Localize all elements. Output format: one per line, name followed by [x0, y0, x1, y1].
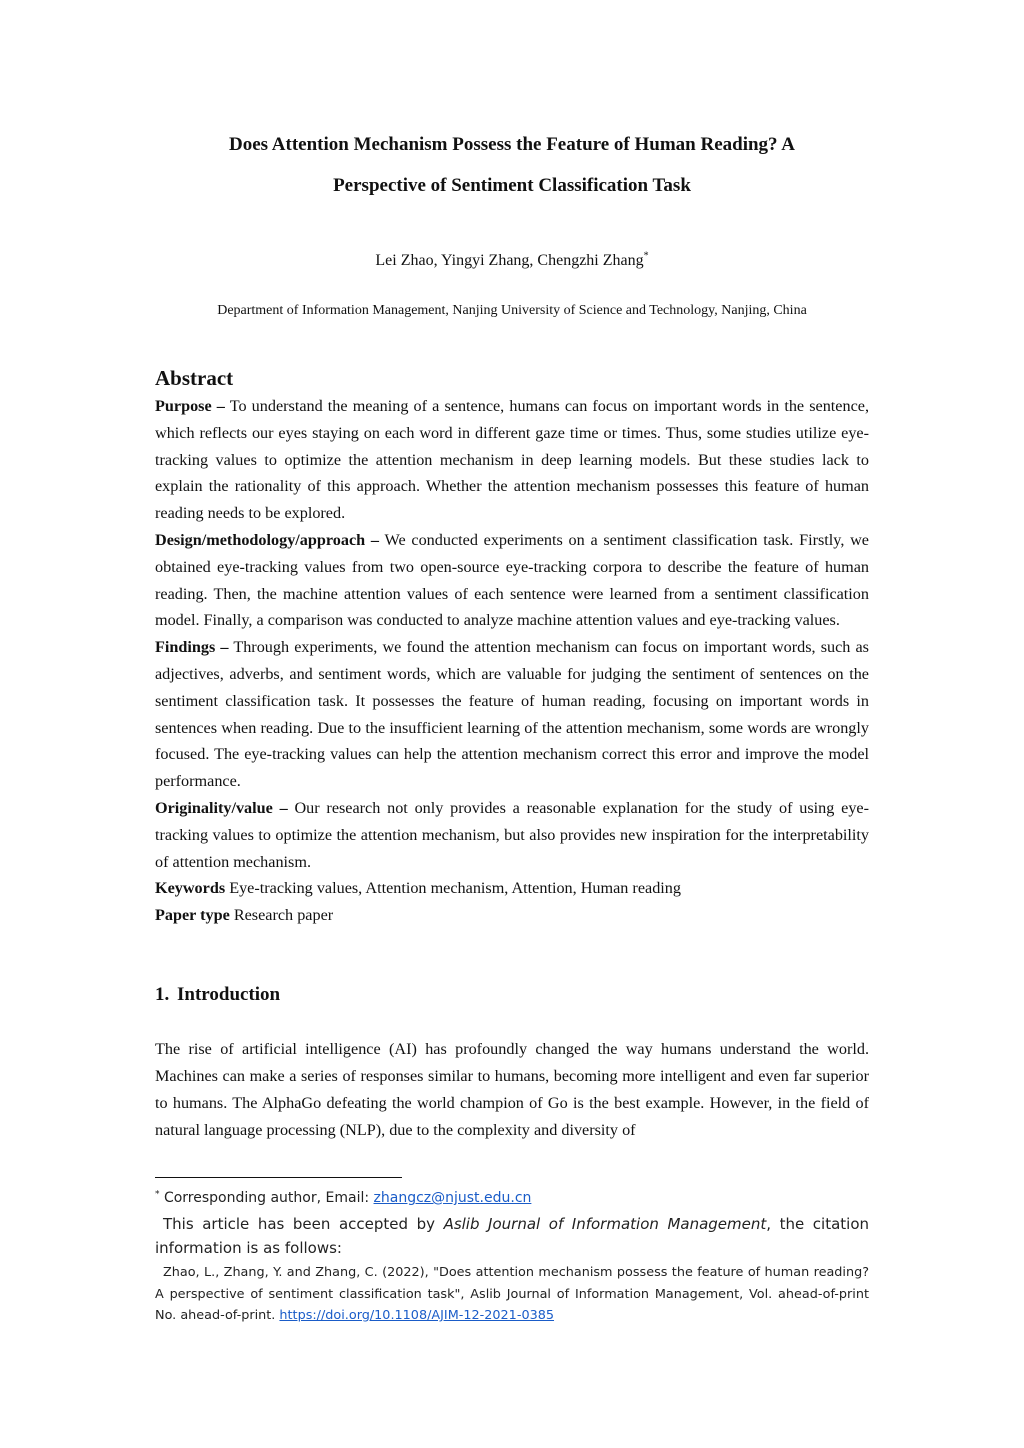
abstract-body: [155, 393, 869, 929]
introduction-paragraph: The rise of artificial intelligence (AI) has profoundly changed the way humans understand the world. Machines can make a series of responses similar to humans, becoming more intelligent and even far superior to humans. The AlphaGo defeating the world champion of Go is the best example. However, in the field of natural language processing (NLP), due to the complexity and diversity of: [155, 1040, 869, 1139]
findings-text: Through experiments, we found the attention mechanism can focus on important words, such as adjectives, adverbs, and sentiment words, which are valuable for judging the sentiment of sentences on the sentiment classification task. It possesses the feature of human reading, focusing on important words in sentences when reading. Due to the insufficient learning of the attention mechanism, some words are wrongly focused. The eye-tracking values can help the attention mechanism correct this error and improve the model performance.: [155, 638, 869, 791]
affiliation: Department of Information Management, Nanjing University of Science and Technology, Nanjing, China: [217, 303, 807, 318]
accepted-suffix: , the citation information is as follows:: [155, 1215, 869, 1257]
email-link[interactable]: zhangcz@njust.edu.cn: [373, 1190, 532, 1206]
accepted-prefix: This article has been accepted by: [163, 1215, 444, 1233]
originality-text: Our research not only provides a reasonable explanation for the study of using eye-tracking values to optimize the attention mechanism, but also provides new inspiration for the interpretability of attention mechanism.: [155, 798, 869, 871]
corresponding-author-mark: *: [643, 250, 649, 262]
abstract-keywords: [155, 875, 869, 902]
paper-type-label: Paper type: [155, 906, 230, 925]
originality-label: Originality/value –: [155, 798, 288, 817]
keywords-label: Keywords: [155, 879, 226, 898]
findings-label: Findings –: [155, 638, 229, 657]
abstract-originality: [155, 795, 869, 875]
abstract-findings: [155, 634, 869, 795]
footnote-acceptance: [155, 1212, 869, 1260]
footnote-citation: [155, 1262, 869, 1327]
author-names: Lei Zhao, Yingyi Zhang, Chengzhi Zhang: [375, 252, 644, 269]
purpose-text: To understand the meaning of a sentence, humans can focus on important words in the sentence, which reflects our eyes staying on each word in different gaze time or times. Thus, some studies utilize eye-tracking values to optimize the attention mechanism in deep learning models. But these studies lack to explain the rationality of this approach. Whether the attention mechanism possesses this feature of human reading needs to be explored.: [155, 397, 869, 523]
design-label: Design/methodology/approach –: [155, 530, 380, 549]
footnote-mark: *: [155, 1189, 160, 1200]
doi-link[interactable]: https://doi.org/10.1108/AJIM-12-2021-0385: [279, 1308, 555, 1323]
footnote-divider: [155, 1177, 402, 1178]
author-list: [155, 252, 869, 270]
paper-title-line-1: Does Attention Mechanism Possess the Feature of Human Reading? A: [229, 134, 795, 155]
footnote-corresponding: [155, 1190, 869, 1206]
citation-text: Zhao, L., Zhang, Y. and Zhang, C. (2022), "Does attention mechanism possess the feature of human reading? A perspective of sentiment classification task", Aslib Journal of Information Management, Vol. ahead-of-print No. ahead-of-print.: [155, 1265, 869, 1323]
purpose-label: Purpose –: [155, 397, 225, 415]
abstract-purpose: [155, 393, 869, 527]
corresponding-label: Corresponding author, Email:: [159, 1190, 374, 1206]
abstract-design: [155, 527, 869, 634]
paper-title-line-2: Perspective of Sentiment Classification Task: [333, 175, 691, 196]
journal-name: Aslib Journal of Information Management: [443, 1215, 767, 1233]
design-text: We conducted experiments on a sentiment classification task. Firstly, we obtained eye-tracking values from two open-source eye-tracking corpora to describe the feature of human reading. Then, the machine attention values of each sentence were learned from a sentiment classification model. Finally, a comparison was conducted to analyze machine attention values and eye-tracking values.: [155, 530, 869, 630]
paper-type-text: Research paper: [229, 906, 334, 925]
abstract-heading: Abstract: [155, 366, 234, 390]
introduction-heading: 1. Introduction: [155, 984, 281, 1005]
keywords-text: Eye-tracking values, Attention mechanism, Attention, Human reading: [225, 879, 681, 898]
abstract-paper-type: [155, 902, 869, 929]
